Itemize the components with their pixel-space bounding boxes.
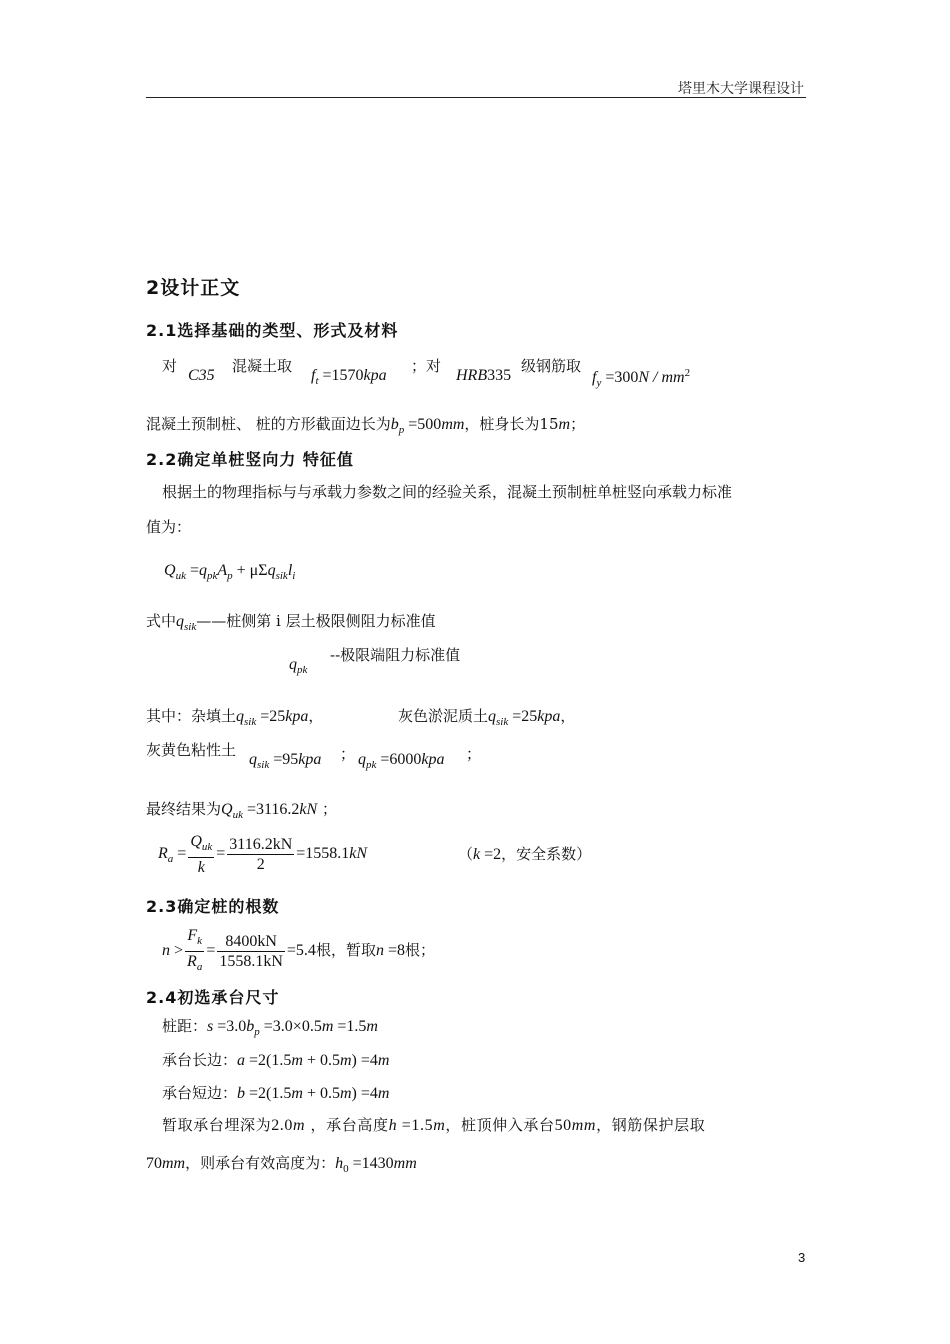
effective-height-line: 70mm，则承台有效高度为：$h_0 =1430mm$ (146, 1154, 417, 1175)
qsik-definition: 式中$q_{sik}——$桩侧第 i 层土极限侧阻力标准值 (146, 612, 436, 633)
cap-length-line: 承台长边：a =2(1.5m + 0.5m) =4m (162, 1051, 390, 1069)
soil-values-line: 灰色淤泥质土$q_{sik} =25kpa$， (398, 707, 576, 728)
fy-formula: $f_y =300N / mm^2$ (592, 367, 691, 389)
cap-width-line: 承台短边：b =2(1.5m + 0.5m) =4m (162, 1084, 390, 1102)
header-rule (146, 97, 806, 98)
quk-formula: $Q_{uk} =q_{pk}A_p + \mu\Sigma q_{sik}l_i$ (164, 562, 296, 582)
quk-result: 最终结果为$Q_{uk} =3116.2kN$ ； (146, 800, 337, 821)
pile-size-line: 混凝土预制桩、 桩的方形截面边长为$b_p =500mm$，桩身长为15m； (146, 415, 586, 436)
subsection-2-3-title: 2.3确定桩的根数 (146, 897, 280, 916)
soil-name: 灰黄色粘性土 (146, 741, 237, 759)
soil-values-line: 其中：杂填土$q_{sik} =25kpa$， (146, 707, 324, 728)
paragraph-line: 值为： (146, 518, 192, 536)
ra-formula: $R_a$ = $\frac{Q_{uk}}{k}$ = $\frac{3116.2kN}{2}$ =1558.1kN (158, 833, 368, 876)
paragraph-line: 根据土的物理指标与与承载力参数之间的经验关系，混凝土预制桩单桩竖向承载力标准 (162, 483, 733, 501)
pile-count-formula: n > $\frac{F_k}{R_a}$ = $\frac{8400kN}{1558.1kN}$ =5.4根，暂取n =8根； (162, 927, 435, 973)
cap-depth-line: 暂取承台埋深为2.0m ，承台高度h =1.5m，桩顶伸入承台50mm，钢筋保护层取 (162, 1116, 706, 1134)
ft-formula: $f_t =1570kpa$ (311, 367, 387, 387)
qsik-value: $q_{sik} =95kpa$ (249, 751, 322, 771)
subsection-2-2-title: 2.2确定单桩竖向力 特征值 (146, 450, 354, 469)
safety-factor-note: （k =2，安全系数） (458, 845, 592, 863)
pile-spacing-line: 桩距：$s =3.0b_p =3.0\times 0.5m =1.5m$ (162, 1017, 378, 1038)
section-title: 2设计正文 (146, 277, 241, 299)
qpk-definition: --极限端阻力标准值 (330, 646, 461, 664)
qpk-value: $q_{pk} =6000kpa$ (358, 751, 445, 771)
header-title: 塔里木大学课程设计 (678, 81, 804, 97)
qpk-symbol: $q_{pk}$ (289, 656, 308, 676)
subsection-2-1-title: 2.1选择基础的类型、形式及材料 (146, 321, 399, 340)
subsection-2-4-title: 2.4初选承台尺寸 (146, 988, 280, 1007)
page-number: 3 (798, 1250, 806, 1265)
